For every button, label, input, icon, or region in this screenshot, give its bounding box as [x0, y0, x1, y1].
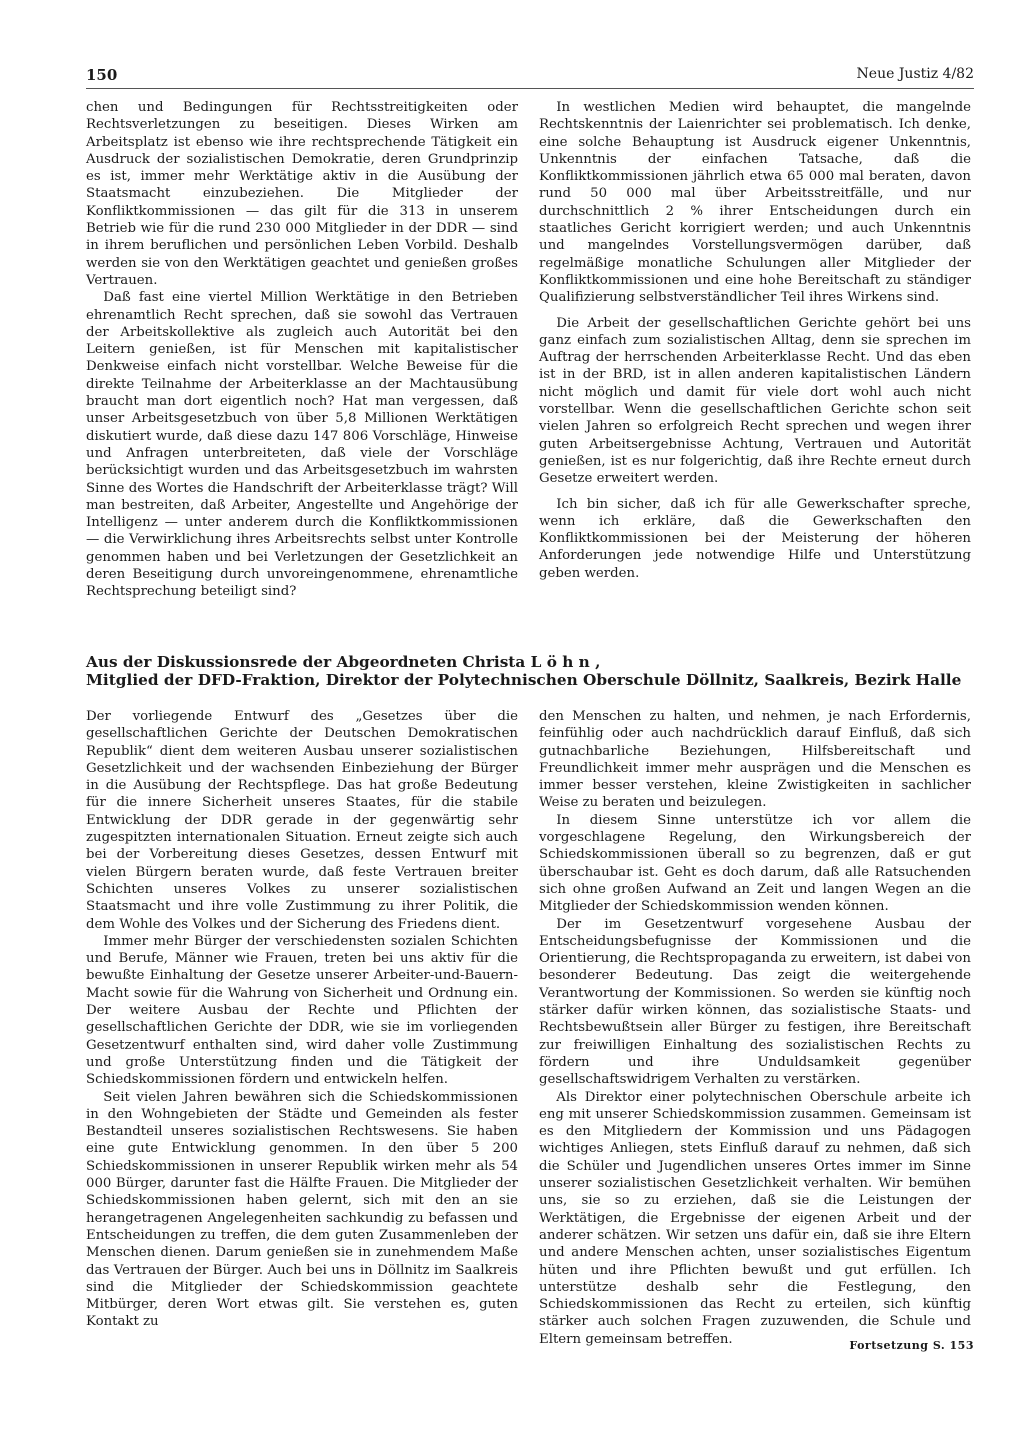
page-header [86, 66, 974, 88]
journal-issue: Neue Justiz 4/82 [856, 66, 974, 82]
column-bottom-left [86, 708, 518, 1331]
paragraph: Als Direktor einer polytechnischen Oberschule arbeite ich eng mit unserer Schiedskommission zusammen. Gemeinsam ist es den Mitgliedern der Kommission und uns Pädagogen wichtiges Anliegen, stets Einfluß darauf zu nehmen, daß sich die Schüler und Jugendlichen unseres Ortes immer im Sinne unserer sozialistischen Gesetzlichkeit verhalten. Wir bemühen uns, sie so zu erziehen, daß sie die Leistungen der Werktätigen, die Ergebnisse der eigenen Arbeit und der anderer schätzen. Wir setzen uns dafür ein, daß sie ihre Eltern und andere Menschen achten, unser sozialistisches Eigentum hüten und ihre Pflichten bewußt und gut erfüllen. Ich unterstütze deshalb sehr die Festlegung, den Schiedskommissionen das Recht zu erteilen, sich künftig stärker auch solchen Fragen zuzuwenden, die Schule und Eltern gemeinsam betreffen. [539, 1089, 971, 1347]
paragraph: Der vorliegende Entwurf des „Gesetzes über die gesellschaftlichen Gerichte der Deutschen Demokratischen Republik“ dient dem weiteren Ausbau unserer sozialistischen Gesetzlichkeit und der wachsenden Einbeziehung der Bürger in die Ausübung der Rechtspflege. Das hat große Bedeutung für die innere Sicherheit unseres Staates, für die stabile Entwicklung der DDR gerade in der gegenwärtig sehr zugespitzten internationalen Situation. Erneut zeigte sich auch bei der Vorbereitung dieses Gesetzes, dessen Entwurf mit vielen Bürgern beraten wurde, daß feste Vertrauen breiter Schichten unseres Volkes zu unserer sozialistischen Staatsmacht und ihre volle Zustimmung zu ihrer Politik, die dem Wohle des Volkes und der Sicherung des Friedens dient. [86, 709, 518, 932]
section-title-line-2: Mitglied der DFD-Fraktion, Direktor der Polytechnischen Oberschule Döllnitz, Saalkreis, Bezirk Halle [86, 671, 962, 689]
paragraph: Ich bin sicher, daß ich für alle Gewerkschafter spreche, wenn ich erkläre, daß die Gewerkschaften den Konfliktkommissionen bei der Meisterung der höheren Anforderungen jede notwendige Hilfe und Unterstützung geben werden. [539, 496, 971, 581]
paragraph: In westlichen Medien wird behauptet, die mangelnde Rechtskenntnis der Laienrichter sei problematisch. Ich denke, eine solche Behauptung ist Ausdruck eigener Unkenntnis, Unkenntnis der einfachen Tatsache, daß die Konfliktkommissionen jährlich etwa 65 000 mal beraten, davon rund 50 000 mal über Arbeitsstreitfälle, und nur durchschnittlich 2 % ihrer Entscheidungen durch ein staatliches Gericht korrigiert werden; und auch Unkenntnis und mangelndes Vorstellungsvermögen darüber, daß regelmäßige monatliche Schulungen aller Mitglieder der Konfliktkommissionen und eine hohe Bereitschaft zu ständiger Qualifizierung selbstverständlicher Teil ihres Wirkens sind. [539, 100, 971, 306]
section-title-line-1: Aus der Diskussionsrede der Abgeordneten Christa L ö h n , [86, 653, 601, 671]
section-title [86, 653, 974, 689]
header-rule [86, 88, 974, 89]
column-top-right [539, 99, 971, 582]
paragraph: Seit vielen Jahren bewähren sich die Schiedskommissionen in den Wohngebieten der Städte und Gemeinden als fester Bestandteil unseres sozialistischen Rechtswesens. Sie haben eine gute Entwicklung genommen. In den über 5 200 Schiedskommissionen in unserer Republik wirken mehr als 54 000 Bürger, darunter fast die Hälfte Frauen. Die Mitglieder der Schiedskommissionen haben gelernt, sich mit den an sie herangetragenen Angelegenheiten sachkundig zu befassen und Entscheidungen zu treffen, die dem guten Zusammenleben der Menschen dienen. Darum genießen sie in zunehmendem Maße das Vertrauen der Bürger. Auch bei uns in Döllnitz im Saalkreis sind die Mitglieder der Schiedskommission geachtete Mitbürger, deren Wort etwas gilt. Sie verstehen es, guten Kontakt zu [86, 1089, 518, 1330]
continued-note: Fortsetzung S. 153 [849, 1339, 974, 1352]
paragraph: Die Arbeit der gesellschaftlichen Gerichte gehört bei uns ganz einfach zum sozialistischen Alltag, denn sie sprechen im Auftrag der herrschenden Arbeiterklasse Recht. Und das eben ist in der BRD, ist in allen anderen kapitalistischen Ländern nicht möglich und damit für viele dort wohl auch nicht vorstellbar. Wenn die gesellschaftlichen Gerichte schon seit vielen Jahren so erfolgreich Recht sprechen und wegen ihrer guten Arbeitsergebnisse Achtung, Vertrauen und Autorität genießen, ist es nur folgerichtig, daß ihre Rechte erneut durch Gesetze erweitert werden. [539, 315, 971, 487]
column-top-left [86, 99, 518, 601]
paragraph: Der im Gesetzentwurf vorgesehene Ausbau der Entscheidungsbefugnisse der Kommissionen und die Orientierung, die Rechtspropaganda zu erweitern, ist dabei von besonderer Bedeutung. Das zeigt die weitergehende Verantwortung der Kommissionen. So werden sie künftig noch stärker dafür wirken können, das sozialistische Staats- und Rechtsbewußtsein aller Bürger zu festigen, ihre Bereitschaft zur freiwilligen Einhaltung des sozialistischen Rechts zu fördern und ihre Unduldsamkeit gegenüber gesellschaftswidrigem Verhalten zu verstärken. [539, 916, 971, 1088]
paragraph: In diesem Sinne unterstütze ich vor allem die vorgeschlagene Regelung, den Wirkungsbereich der Schiedskommissionen überall so zu begrenzen, daß er gut überschaubar ist. Geht es doch darum, daß alle Ratsuchenden sich ohne großen Aufwand an Zeit und langen Wegen an die Mitglieder der Schiedskommission wenden können. [539, 812, 971, 915]
paragraph: Daß fast eine viertel Million Werktätige in den Betrieben ehrenamtlich Recht sprechen, daß sie sowohl das Vertrauen der Arbeitskollektive als zugleich auch Autorität bei den Leitern genießen, ist für Menschen mit kapitalistischer Denkweise einfach nicht vorstellbar. Welche Beweise für die direkte Teilnahme der Arbeiterklasse an der Machtausübung braucht man dort eigentlich noch? Hat man vergessen, daß unser Arbeitsgesetzbuch von über 5,8 Millionen Werktätigen diskutiert wurde, daß diese dazu 147 806 Vorschläge, Hinweise und Anfragen unterbreiteten, daß viele der Vorschläge berücksichtigt wurden und das Arbeitsgesetzbuch im wahrsten Sinne des Wortes die Handschrift der Arbeiterklasse trägt? Will man bestreiten, daß Arbeiter, Angestellte und Angehörige der Intelligenz — unter anderem durch die Konfliktkommissionen — die Verwirklichung ihres Arbeitsrechts selbst unter Kontrolle genommen haben und bei Verletzungen der Gesetzlichkeit an deren Beseitigung durch unvoreingenommene, ehrenamtliche Rechtsprechung beteiligt sind? [86, 290, 518, 600]
page-number: 150 [86, 66, 118, 84]
paragraph: chen und Bedingungen für Rechtsstreitigkeiten oder Rechtsverletzungen zu beseitigen. Dieses Wirken am Arbeitsplatz ist ebenso wie ihre rechtsprechende Tätigkeit ein Ausdruck der sozialistischen Demokratie, deren Grundprinzip es ist, immer mehr Werktätige aktiv in die Ausübung der Staatsmacht einzubeziehen. Die Mitglieder der Konfliktkommissionen — das gilt für die 313 in unserem Betrieb wie für die rund 230 000 Mitglieder in der DDR — sind in ihrem beruflichen und persönlichen Leben Vorbild. Deshalb werden sie von den Werktätigen geachtet und genießen großes Vertrauen. [86, 100, 518, 288]
column-bottom-right [539, 708, 971, 1348]
paragraph: Immer mehr Bürger der verschiedensten sozialen Schichten und Berufe, Männer wie Frauen, treten bei uns aktiv für die bewußte Einhaltung der Gesetze unserer Arbeiter-und-Bauern-Macht sowie für die Wahrung von Sicherheit und Ordnung ein. Der weitere Ausbau der Rechte und Pflichten der gesellschaftlichen Gerichte der DDR, wie sie im vorliegenden Gesetzentwurf enthalten sind, wird daher volle Zustimmung und große Unterstützung finden und die Tätigkeit der Schiedskommissionen fördern und entwickeln helfen. [86, 933, 518, 1088]
paragraph: den Menschen zu halten, und nehmen, je nach Erfordernis, feinfühlig oder auch nachdrücklich darauf Einfluß, daß sich gutnachbarliche Beziehungen, Hilfsbereitschaft und Freundlichkeit immer mehr ausprägen und die Menschen es immer besser verstehen, kleine Zwistigkeiten in sachlicher Weise zu beraten und beizulegen. [539, 709, 971, 811]
